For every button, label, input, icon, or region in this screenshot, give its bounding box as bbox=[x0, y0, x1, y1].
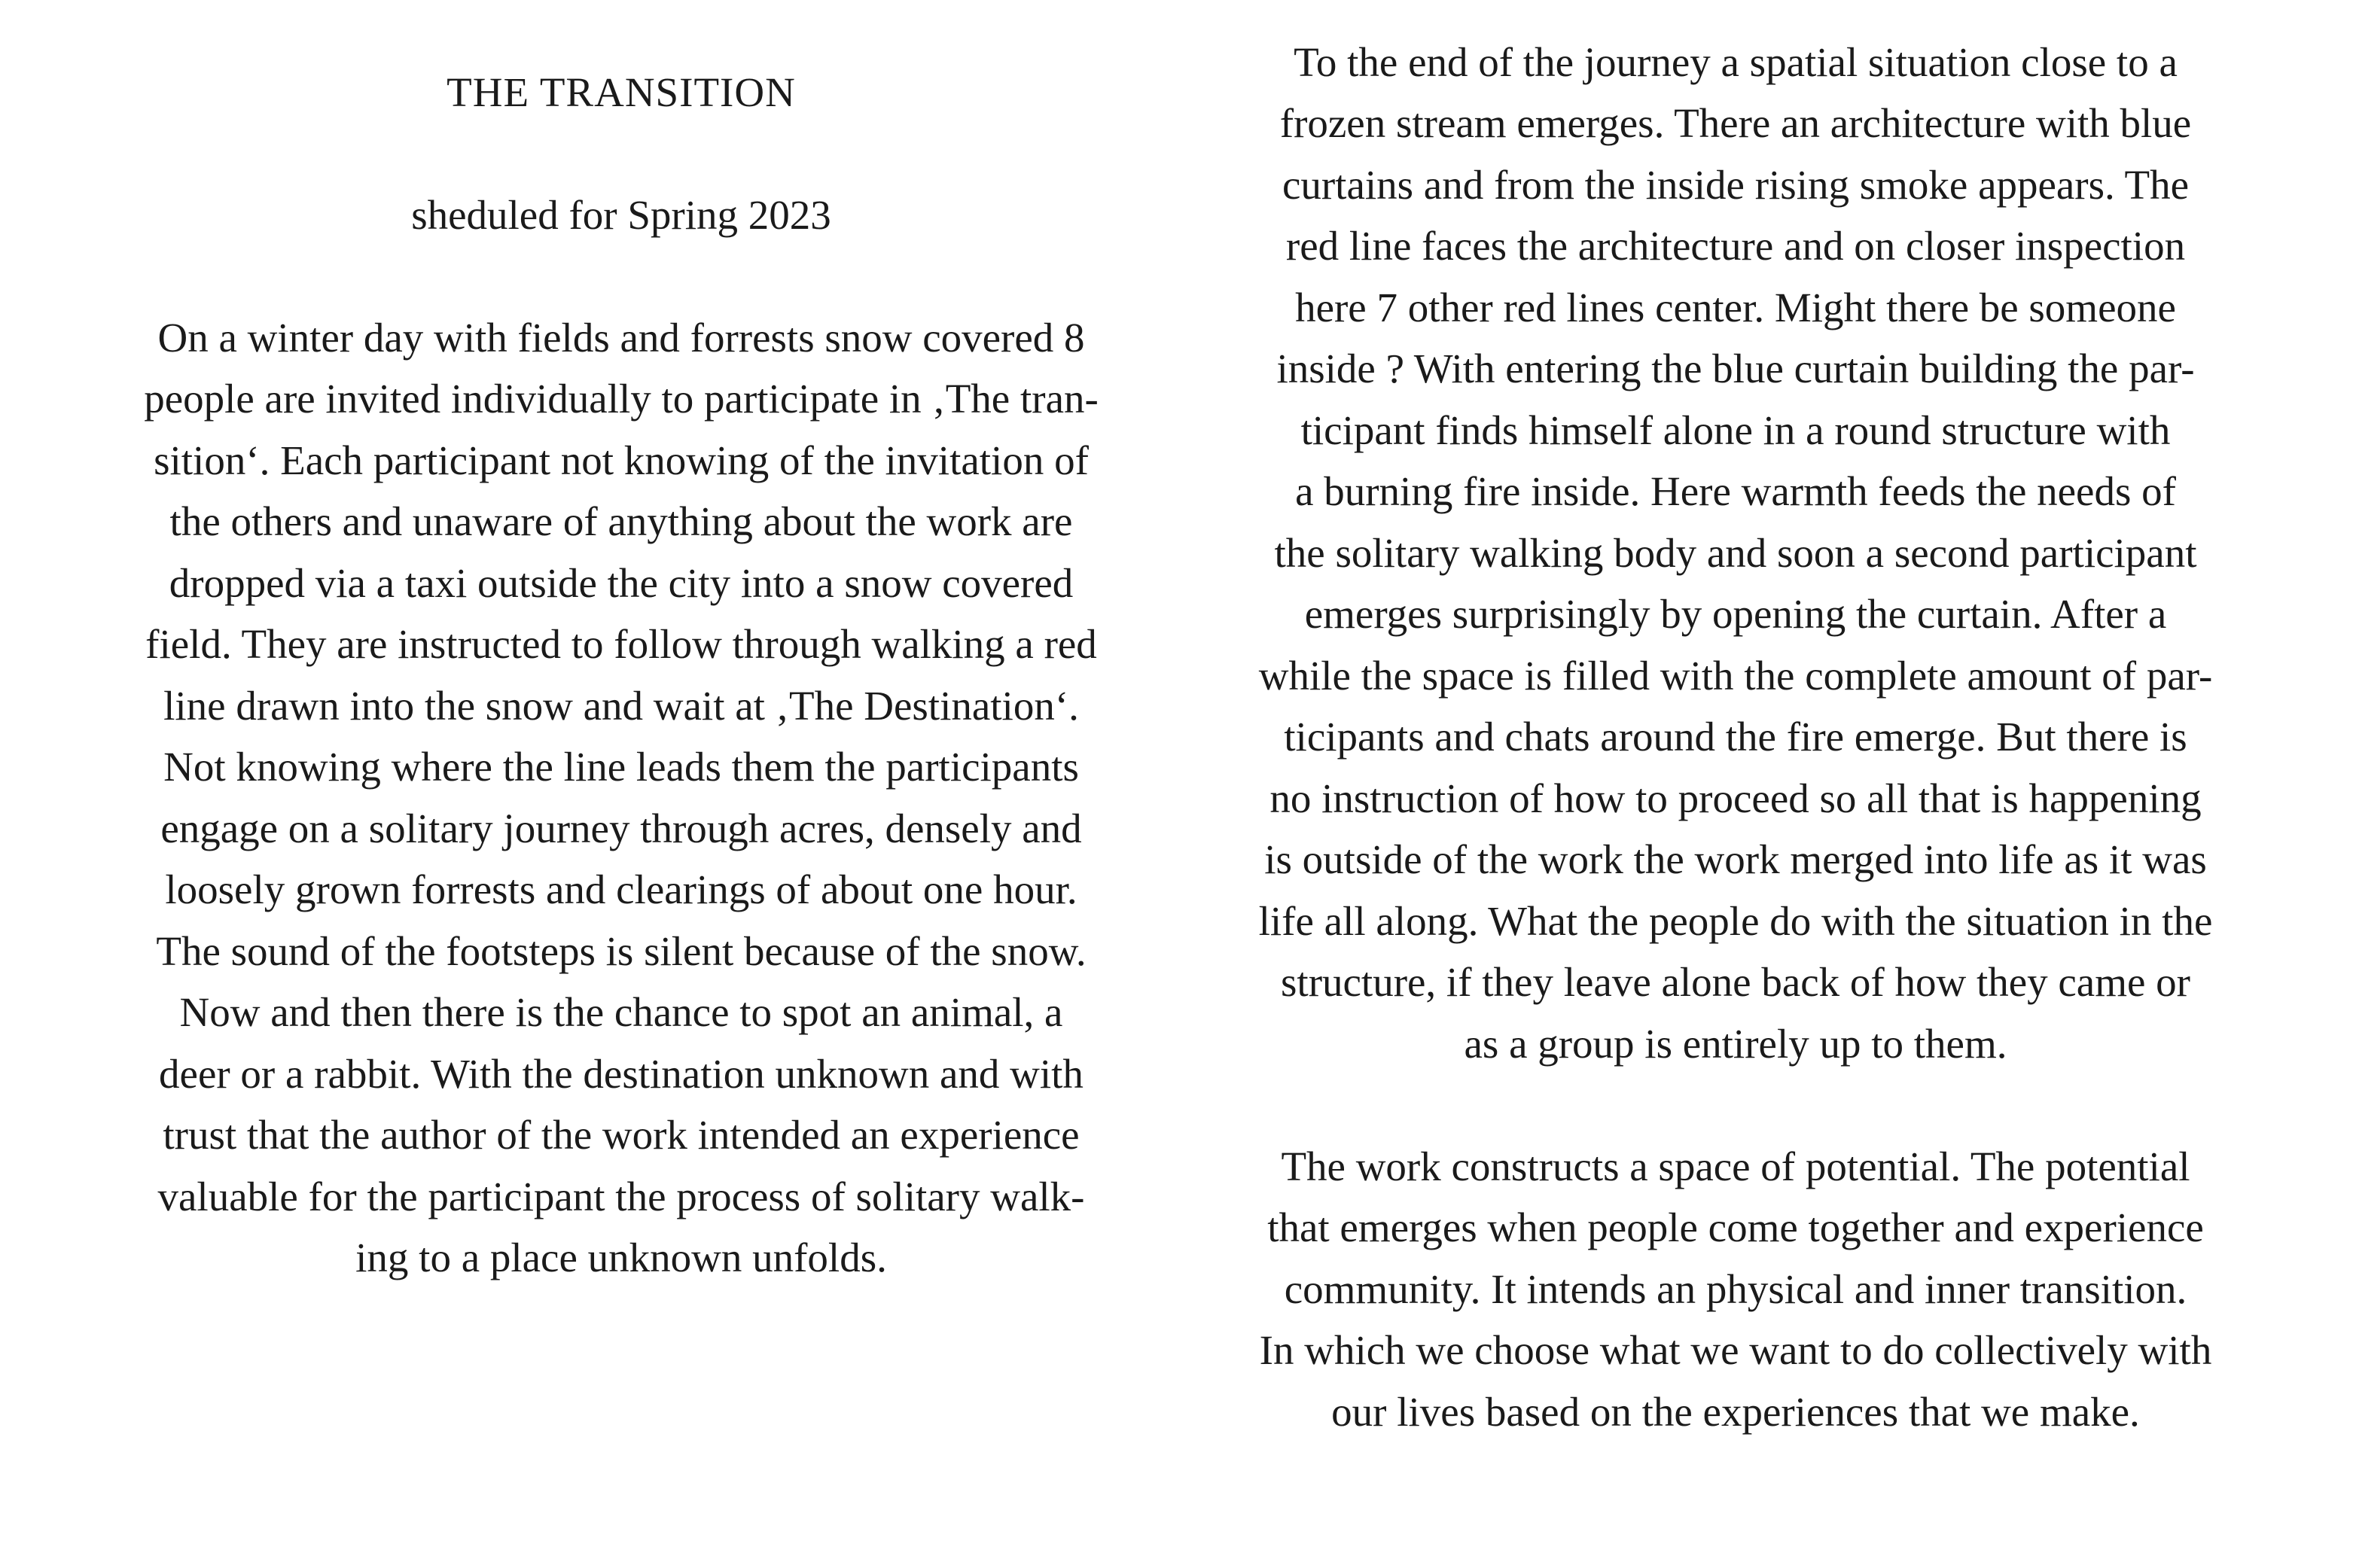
text-line: To the end of the journey a spatial situation close to a bbox=[1294, 38, 2178, 85]
text-line: no instruction of how to proceed so all that is happening bbox=[1269, 775, 2202, 821]
text-line: loosely grown forrests and clearings of about one hour. bbox=[165, 866, 1077, 912]
text-line: line drawn into the snow and wait at ‚The Destination‘. bbox=[163, 682, 1079, 729]
text-line: deer or a rabbit. With the destination unknown and with bbox=[159, 1050, 1084, 1097]
text-line: field. They are instructed to follow through walking a red bbox=[145, 621, 1097, 667]
right-column bbox=[1175, 0, 2297, 1442]
document-subtitle: sheduled for Spring 2023 bbox=[411, 191, 831, 238]
text-line: structure, if they leave alone back of how they came or bbox=[1281, 959, 2190, 1005]
text-line: as a group is entirely up to them. bbox=[1464, 1020, 2007, 1067]
text-line: ticipant finds himself alone in a round structure with bbox=[1300, 406, 2171, 453]
text-line: people are invited individually to participate in ‚The tran- bbox=[144, 376, 1099, 422]
right-paragraph-2 bbox=[1175, 1136, 2297, 1443]
text-line: the solitary walking body and soon a second participant bbox=[1274, 529, 2197, 576]
spacer bbox=[60, 123, 1182, 184]
text-line: ticipants and chats around the fire emerge. But there is bbox=[1284, 714, 2187, 760]
text-line: dropped via a taxi outside the city into a snow covered bbox=[169, 559, 1074, 606]
text-line: our lives based on the experiences that we make. bbox=[1331, 1388, 2140, 1435]
text-line: sition‘. Each participant not knowing of the invitation of bbox=[154, 437, 1089, 483]
text-line: is outside of the work the work merged into life as it was bbox=[1264, 836, 2207, 882]
document-title: THE TRANSITION bbox=[447, 69, 796, 115]
right-paragraph-1 bbox=[1175, 32, 2297, 1075]
text-line: In which we choose what we want to do collectively with bbox=[1259, 1327, 2212, 1373]
text-line: The sound of the footsteps is silent because of the snow. bbox=[156, 927, 1087, 974]
text-line: ing to a place unknown unfolds. bbox=[355, 1235, 887, 1280]
text-line: trust that the author of the work intended an experience bbox=[163, 1112, 1080, 1158]
spacer bbox=[60, 0, 1182, 62]
text-line: inside ? With entering the blue curtain building the par- bbox=[1276, 346, 2195, 391]
text-line: curtains and from the inside rising smoke appears. The bbox=[1282, 161, 2190, 208]
spacer bbox=[1175, 1074, 2297, 1136]
text-line: frozen stream emerges. There an architecture with blue bbox=[1279, 100, 2192, 146]
text-line: emerges surprisingly by opening the curtain. After a bbox=[1304, 591, 2167, 637]
text-line: engage on a solitary journey through acres, densely and bbox=[160, 805, 1082, 851]
text-line: while the space is filled with the complete amount of par- bbox=[1258, 652, 2213, 699]
spacer bbox=[60, 245, 1182, 307]
text-line: Now and then there is the chance to spot an animal, a bbox=[179, 989, 1063, 1035]
text-line: Not knowing where the line leads them the participants bbox=[163, 744, 1079, 790]
text-line: a burning fire inside. Here warmth feeds the needs of bbox=[1295, 468, 2176, 514]
left-column bbox=[60, 0, 1182, 1289]
text-line: The work constructs a space of potential. The potential bbox=[1281, 1143, 2190, 1189]
text-line: valuable for the participant the process of solitary walk- bbox=[157, 1173, 1085, 1219]
text-line: that emerges when people come together and experience bbox=[1267, 1204, 2204, 1250]
text-line: red line faces the architecture and on closer inspection bbox=[1285, 223, 2186, 269]
text-line: community. It intends an physical and inner transition. bbox=[1284, 1265, 2187, 1312]
text-line: life all along. What the people do with the situation in the bbox=[1258, 897, 2213, 944]
text-line: the others and unaware of anything about the work are bbox=[169, 498, 1073, 544]
left-paragraph bbox=[60, 307, 1182, 1289]
text-line: here 7 other red lines center. Might there be someone bbox=[1295, 284, 2176, 330]
spacer bbox=[1175, 0, 2297, 32]
text-line: On a winter day with fields and forrests snow covered 8 bbox=[157, 314, 1085, 361]
